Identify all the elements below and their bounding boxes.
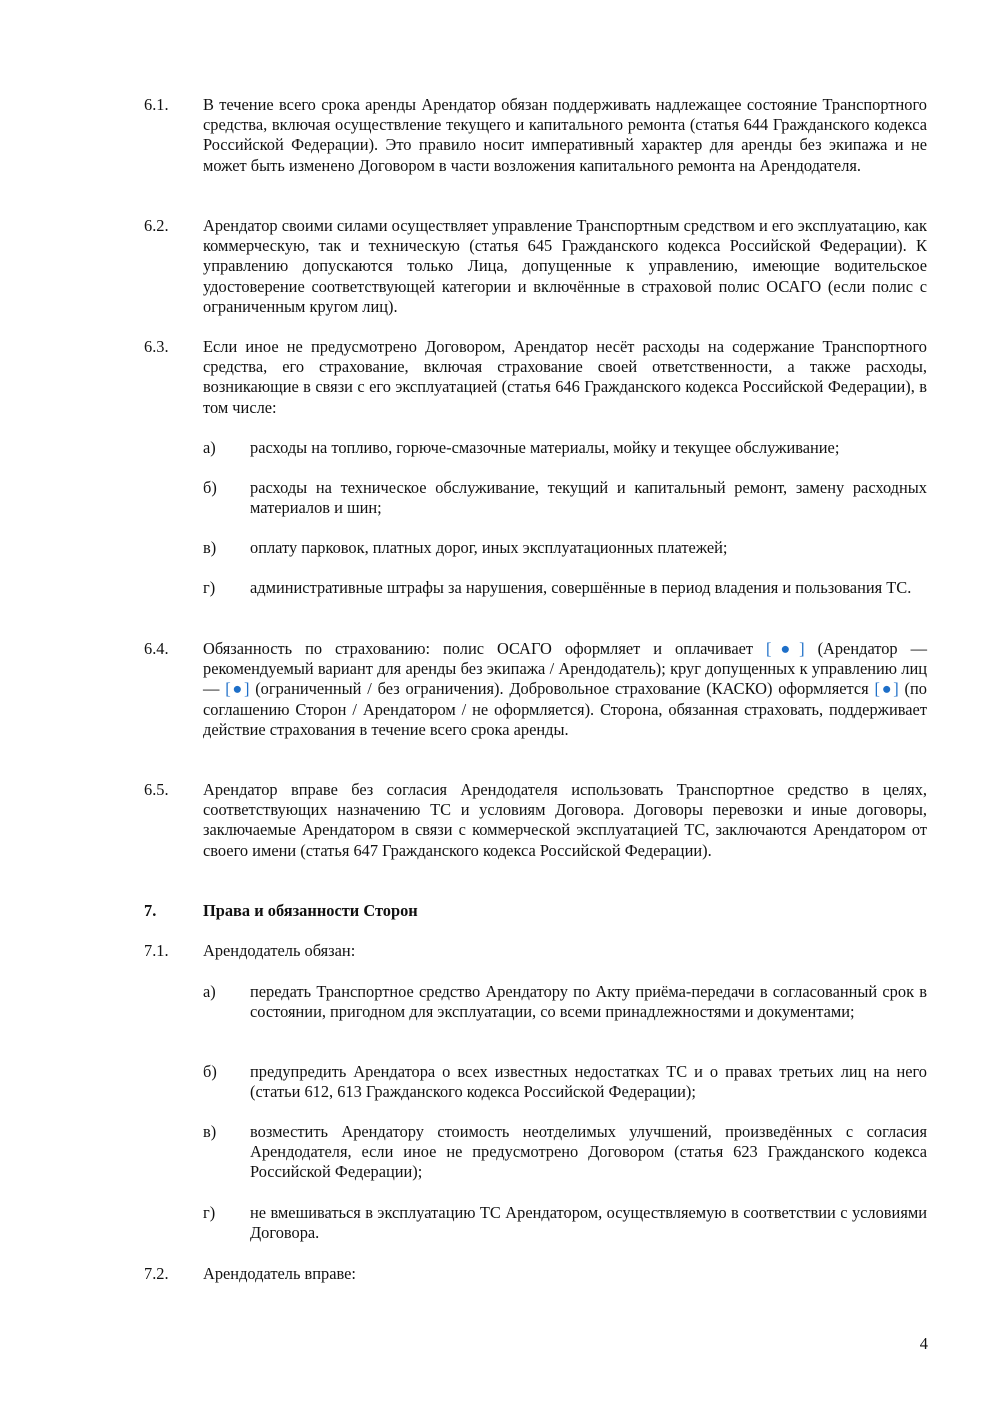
section-heading bbox=[144, 901, 418, 921]
clause-6-2 bbox=[144, 216, 927, 317]
list-letter: б) bbox=[203, 1062, 217, 1081]
list-letter: а) bbox=[203, 438, 216, 457]
list-item bbox=[203, 1062, 927, 1102]
clause-number: 6.5. bbox=[144, 780, 169, 799]
clause-6-1 bbox=[144, 95, 927, 176]
list-item-text: расходы на техническое обслуживание, текущий и капитальный ремонт, замену расходных материалов и шин; bbox=[250, 478, 927, 518]
list-item-text: оплату парковок, платных дорог, иных эксплуатационных платежей; bbox=[250, 538, 728, 557]
clause-6-3 bbox=[144, 337, 927, 418]
list-letter: г) bbox=[203, 1203, 216, 1222]
clause-number: 6.1. bbox=[144, 95, 169, 114]
list-item-text: административные штрафы за нарушения, совершённые в период владения и пользования ТС. bbox=[250, 578, 912, 597]
clause-text: Если иное не предусмотрено Договором, Арендатор несёт расходы на содержание Транспортного средства, его страхование, включая страхование своей ответственности, а также расходы, возникающие в связи с его эксплуатацией (статья 646 Гражданского кодекса Российской Федерации), в том числе: bbox=[203, 337, 927, 417]
list-item bbox=[203, 578, 927, 598]
placeholder-marker: [●] bbox=[225, 679, 250, 699]
clause-number: 7.1. bbox=[144, 941, 169, 960]
page-number: 4 bbox=[919, 1334, 928, 1353]
clause-text: В течение всего срока аренды Арендатор обязан поддерживать надлежащее состояние Транспортного средства, включая осуществление текущего и капитального ремонта (статья 644 Гражданского кодекса Российской Федерации). Это правило носит императивный характер для аренды без экипажа и не может быть изменено Договором в части возложения капитального ремонта на Арендодателя. bbox=[203, 95, 927, 175]
placeholder-marker: [●] bbox=[766, 639, 805, 658]
clause-number: 6.4. bbox=[144, 639, 169, 658]
list-item-text: возместить Арендатору стоимость неотделимых улучшений, произведённых с согласия Арендодателя, если иное не предусмотрено Договором (статья 623 Гражданского кодекса Российской Федерации); bbox=[250, 1122, 927, 1182]
clause-text: Арендатор своими силами осуществляет управление Транспортным средством и его эксплуатацию, как коммерческую, так и техническую (статья 645 Гражданского кодекса Российской Федерации). К управлению допускаются только Лица, допущенные к управлению, имеющие водительское удостоверение соответствующей категории и включённые в страховой полис ОСАГО (если полис с ограниченным кругом лиц). bbox=[203, 216, 927, 316]
list-letter: б) bbox=[203, 478, 217, 497]
list-letter: в) bbox=[203, 538, 217, 557]
clause-6-4 bbox=[144, 639, 927, 740]
clause-number: 6.3. bbox=[144, 337, 169, 356]
list-letter: в) bbox=[203, 1122, 217, 1141]
list-item bbox=[203, 1203, 927, 1243]
list-item bbox=[203, 438, 927, 458]
clause-7-2 bbox=[144, 1264, 927, 1284]
list-item bbox=[203, 478, 927, 518]
list-item bbox=[203, 538, 927, 558]
list-item bbox=[203, 1122, 927, 1183]
clause-6-5 bbox=[144, 780, 927, 861]
list-item bbox=[203, 982, 927, 1022]
text-fragment: (Арендатор — рекомендуемый вариант для аренды без экипажа / Арендодатель); круг допущенных к управлению лиц — bbox=[203, 639, 927, 699]
clause-text bbox=[203, 639, 927, 740]
clause-7-1 bbox=[144, 941, 927, 961]
clause-text: Арендодатель обязан: bbox=[203, 941, 356, 960]
list-item-text: расходы на топливо, горюче-смазочные материалы, мойку и текущее обслуживание; bbox=[250, 438, 840, 457]
list-letter: г) bbox=[203, 578, 216, 597]
section-title: Права и обязанности Сторон bbox=[203, 901, 418, 920]
clause-text: Арендатор вправе без согласия Арендодателя использовать Транспортное средство в целях, соответствующих назначению ТС и условиям Договора. Договоры перевозки и иные договоры, заключаемые Арендатором в связи с коммерческой эксплуатацией ТС, заключаются Арендатором от своего имени (статья 647 Гражданского кодекса Российской Федерации). bbox=[203, 780, 927, 860]
text-fragment: (по соглашению Сторон / Арендатором / не оформляется). Сторона, обязанная страховать, поддерживает действие страхования в течение всего срока аренды. bbox=[203, 679, 927, 739]
list-item-text: предупредить Арендатора о всех известных недостатках ТС и о правах третьих лиц на него (статьи 612, 613 Гражданского кодекса Российской Федерации); bbox=[250, 1062, 927, 1102]
list-item-text: не вмешиваться в эксплуатацию ТС Арендатором, осуществляемую в соответствии с условиями Договора. bbox=[250, 1203, 927, 1243]
text-fragment: (ограниченный / без ограничения). Добровольное страхование (КАСКО) оформляется bbox=[249, 679, 875, 699]
clause-number: 6.2. bbox=[144, 216, 169, 235]
clause-number: 7.2. bbox=[144, 1264, 169, 1283]
list-letter: а) bbox=[203, 982, 216, 1001]
text-fragment: Обязанность по страхованию: полис ОСАГО оформляет и оплачивает bbox=[203, 639, 767, 658]
list-item-text: передать Транспортное средство Арендатору по Акту приёма-передачи в согласованный срок в состоянии, пригодном для эксплуатации, со всеми принадлежностями и документами; bbox=[250, 982, 927, 1022]
section-number: 7. bbox=[144, 901, 157, 920]
placeholder-marker: [●] bbox=[874, 679, 899, 699]
clause-text: Арендодатель вправе: bbox=[203, 1264, 356, 1283]
